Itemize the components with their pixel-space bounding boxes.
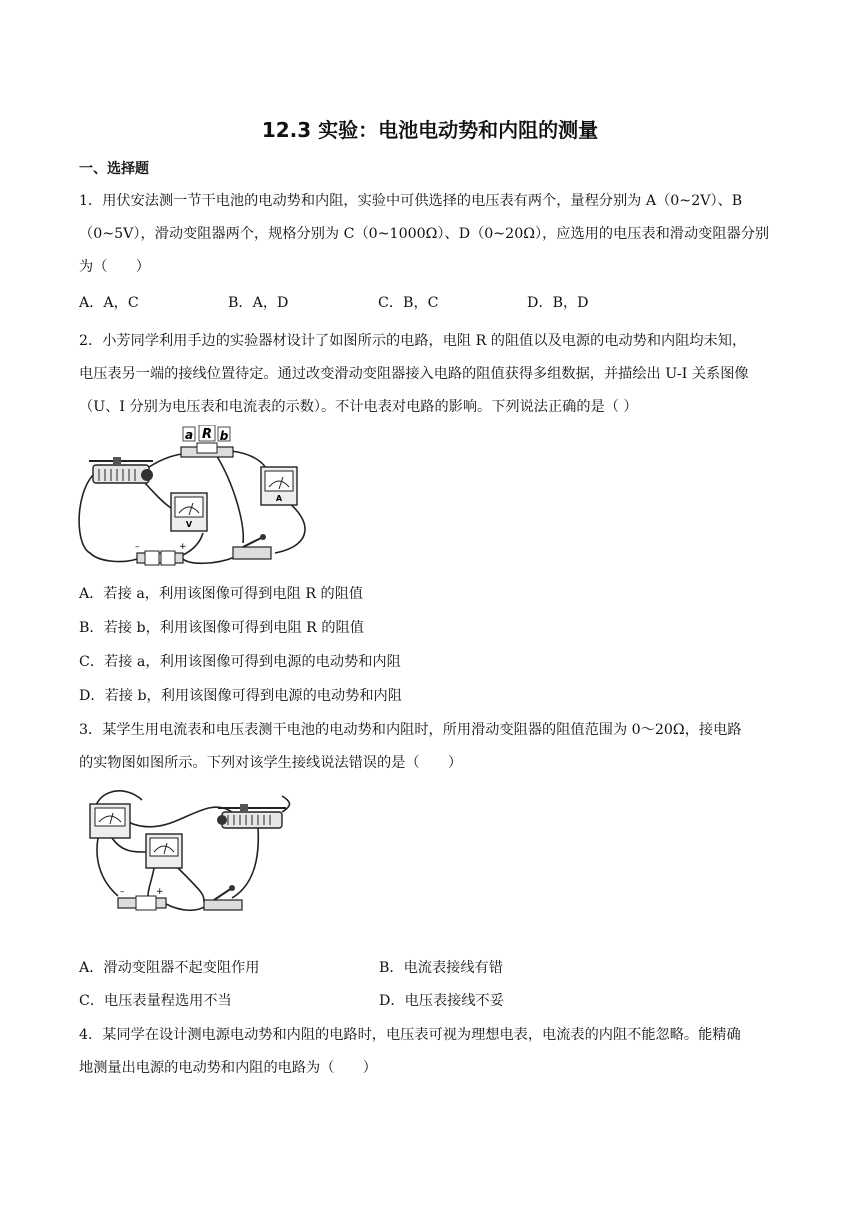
q3-voltmeter-icon — [146, 834, 182, 868]
label-r: R — [201, 427, 213, 442]
q2-line-3: （U、I 分别为电压表和电流表的示数）。不计电表对电路的影响。下列说法正确的是（ ） — [79, 399, 638, 415]
svg-text:–: – — [120, 887, 125, 897]
q4-line-1: 4．某同学在设计测电源电动势和内阻的电路时，电压表可视为理想电表，电流表的内阻不能忽略。能精确 — [79, 1027, 741, 1043]
resistor-icon — [181, 425, 233, 457]
page-title: 12.3 实验：电池电动势和内阻的测量 — [261, 118, 599, 142]
q3-ammeter-icon — [90, 804, 130, 838]
q3-line-1: 3．某学生用电流表和电压表测干电池的电动势和内阻时，所用滑动变阻器的阻值范围为 0～20Ω，接电路 — [79, 722, 742, 738]
q2-option-a: A．若接 a，利用该图像可得到电阻 R 的阻值 — [79, 586, 364, 602]
label-ammeter: A — [275, 494, 283, 503]
q1-option-d: D．B，D — [527, 295, 589, 311]
q2-line-1: 2．小芳同学利用手边的实验器材设计了如图所示的电路，电阻 R 的阻值以及电源的电动势和内阻均未知， — [79, 333, 747, 349]
rheostat-icon — [89, 457, 153, 483]
q2-option-c: C．若接 a，利用该图像可得到电源的电动势和内阻 — [79, 654, 401, 670]
q3-line-2: 的实物图如图所示。下列对该学生接线说法错误的是（ ） — [79, 755, 463, 771]
label-b: b — [219, 429, 229, 443]
q2-line-2: 电压表另一端的接线位置待定。通过改变滑动变阻器接入电路的阻值获得多组数据，并描绘出 U-I 关系图像 — [79, 366, 749, 382]
svg-text:+: + — [156, 887, 164, 897]
svg-text:–: – — [135, 542, 140, 552]
ammeter-icon — [261, 467, 297, 505]
q3-battery-icon — [118, 887, 166, 910]
q2-option-b: B．若接 b，利用该图像可得到电阻 R 的阻值 — [79, 620, 364, 636]
q3-switch-icon — [204, 885, 242, 910]
label-a: a — [184, 428, 194, 442]
q2-circuit-figure — [75, 425, 320, 573]
section-heading: 一、选择题 — [79, 161, 149, 177]
battery-icon — [135, 542, 187, 565]
q1-option-c: C．B，C — [378, 295, 439, 311]
label-v: V — [185, 520, 193, 529]
q3-option-d: D．电压表接线不妥 — [379, 993, 504, 1009]
q1-line-2: （0~5V），滑动变阻器两个，规格分别为 C（0~1000Ω）、D（0~20Ω），应选用的电压表和滑动变阻器分别 — [79, 226, 770, 242]
q1-line-1: 1．用伏安法测一节干电池的电动势和内阻，实验中可供选择的电压表有两个，量程分别为 A（0~2V）、B — [79, 193, 743, 209]
q2-option-d: D．若接 b，利用该图像可得到电源的电动势和内阻 — [79, 688, 402, 704]
q1-option-a: A．A，C — [79, 295, 139, 311]
q1-option-b: B．A，D — [228, 295, 289, 311]
q1-line-3: 为（ ） — [79, 259, 150, 275]
switch-icon — [233, 534, 271, 559]
voltmeter-icon — [171, 493, 207, 531]
q3-option-a: A．滑动变阻器不起变阻作用 — [79, 960, 260, 976]
svg-text:+: + — [179, 542, 187, 552]
q3-option-b: B．电流表接线有错 — [379, 960, 503, 976]
q3-circuit-figure — [82, 782, 294, 914]
q3-option-c: C．电压表量程选用不当 — [79, 993, 232, 1009]
q3-rheostat-icon — [217, 804, 286, 828]
q4-line-2: 地测量出电源的电动势和内阻的电路为（ ） — [79, 1060, 377, 1076]
